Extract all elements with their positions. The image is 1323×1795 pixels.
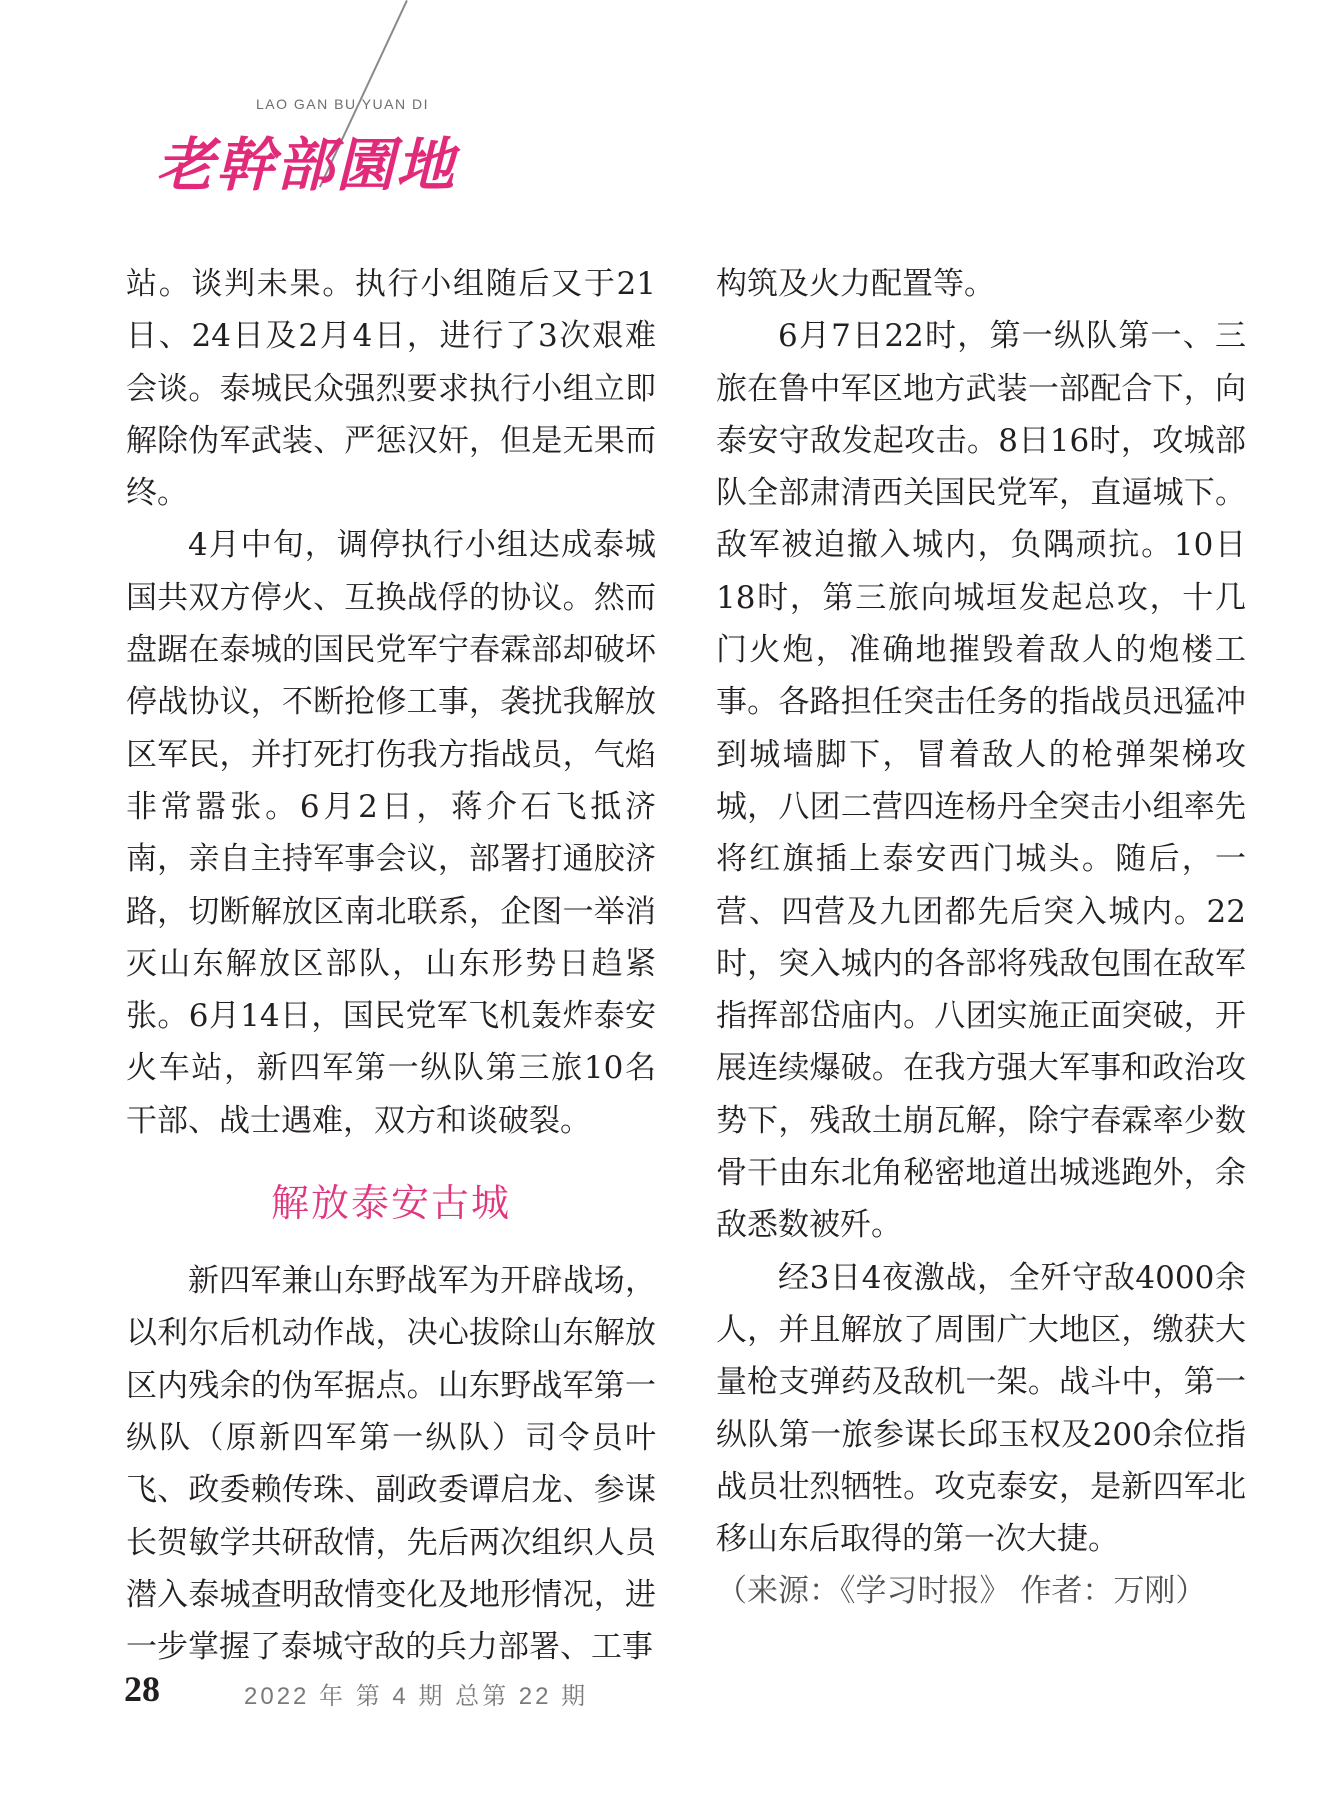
header-logo: 老幹部園地 [156, 131, 457, 199]
page-number: 28 [124, 1669, 160, 1709]
issue-info: 2022 年 第 4 期 总第 22 期 [244, 1683, 589, 1710]
article-source: （来源：《学习时报》 作者：万刚） [716, 1573, 1207, 1610]
left-paragraph-2: 4月中旬，调停执行小组达成泰城国共双方停火、互换战俘的协议。然而盘踞在泰城的国民党军宁春霖部却破坏停战协议，不断抢修工事，袭扰我解放区军民，并打死打伤我方指战员，气焰非常嚣张。6月2日，蒋介石飞抵济南，亲自主持军事会议，部署打通胶济路，切断解放区南北联系，企图一举消灭山东解放区部队，山东形势日趋紧张。6月14日，国民党军飞机轰炸泰安火车站，新四军第一纵队第三旅10名干部、战士遇难，双方和谈破裂。 [126, 527, 656, 1139]
left-paragraph-1: 站。谈判未果。执行小组随后又于21日、24日及2月4日，进行了3次艰难会谈。泰城民众强烈要求执行小组立即解除伪军武装、严惩汉奸，但是无果而终。 [126, 266, 656, 512]
right-column [716, 258, 1246, 1618]
header-pinyin: LAO GAN BU YUAN DI [256, 96, 430, 112]
right-paragraph-1: 构筑及火力配置等。 [716, 266, 995, 302]
section-title: 解放泰安古城 [270, 1181, 511, 1226]
left-paragraph-3: 新四军兼山东野战军为开辟战场，以利尔后机动作战，决心拔除山东解放区内残余的伪军据点。山东野战军第一纵队（原新四军第一纵队）司令员叶飞、政委赖传珠、副政委谭启龙、参谋长贺敏学共研敌情，先后两次组织人员潜入泰城查明敌情变化及地形情况，进一步掌握了泰城守敌的兵力部署、工事 [126, 1263, 656, 1666]
left-column [126, 258, 656, 1673]
right-paragraph-2: 6月7日22时，第一纵队第一、三旅在鲁中军区地方武装一部配合下，向泰安守敌发起攻击。8日16时，攻城部队全部肃清西关国民党军，直逼城下。敌军被迫撤入城内，负隅顽抗。10日18时，第三旅向城垣发起总攻，十几门火炮，准确地摧毁着敌人的炮楼工事。各路担任突击任务的指战员迅猛冲到城墙脚下，冒着敌人的枪弹架梯攻城，八团二营四连杨丹全突击小组率先将红旗插上泰安西门城头。随后，一营、四营及九团都先后突入城内。22时，突入城内的各部将残敌包围在敌军指挥部岱庙内。八团实施正面突破，开展连续爆破。在我方强大军事和政治攻势下，残敌土崩瓦解，除宁春霖率少数骨干由东北角秘密地道出城逃跑外，余敌悉数被歼。 [716, 318, 1246, 1244]
right-paragraph-3: 经3日4夜激战，全歼守敌4000余人，并且解放了周围广大地区，缴获大量枪支弹药及敌机一架。战斗中，第一纵队第一旅参谋长邱玉权及200余位指战员壮烈牺牲。攻克泰安，是新四军北移山东后取得的第一次大捷。 [716, 1259, 1246, 1558]
